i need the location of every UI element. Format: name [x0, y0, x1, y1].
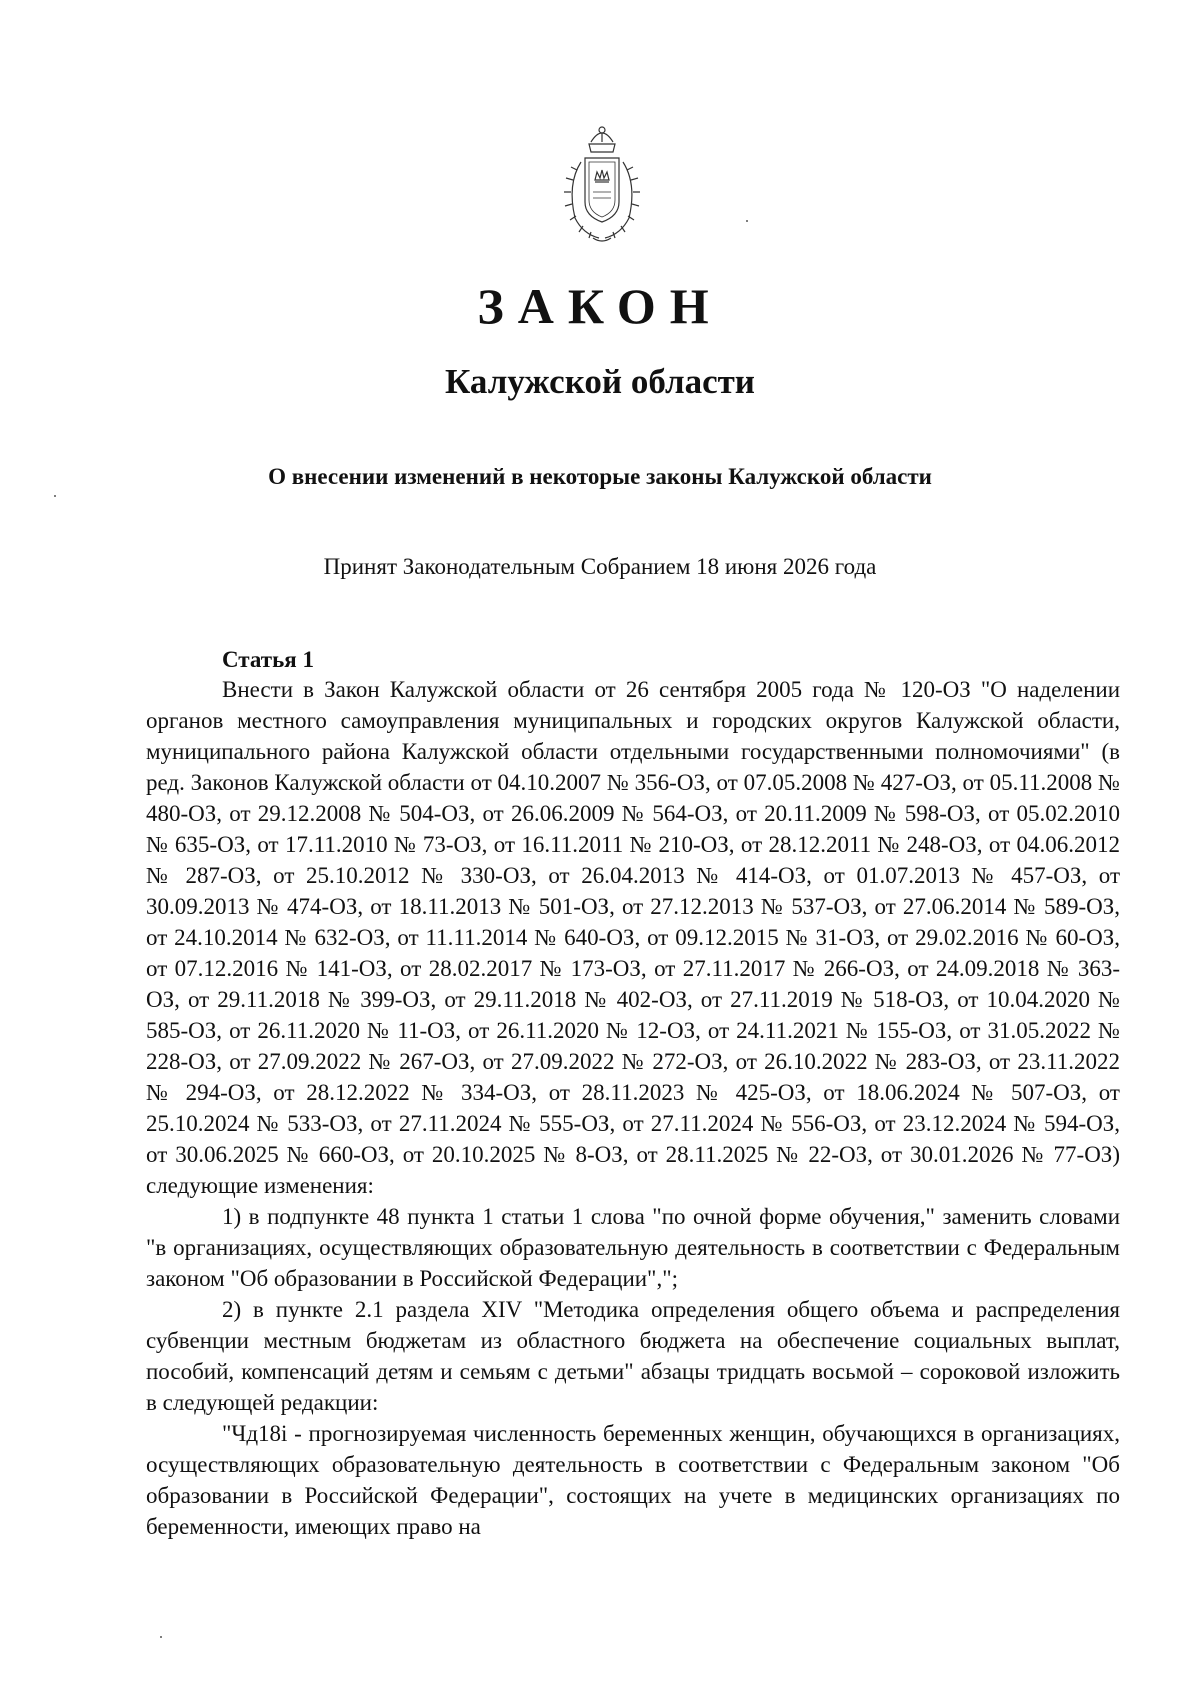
scan-artifact — [160, 1636, 162, 1638]
article-heading: Статья 1 — [222, 647, 314, 672]
region-subtitle: Калужской области — [445, 362, 755, 401]
adoption-line: Принят Законодательным Собранием 18 июня 2026 года — [323, 554, 877, 579]
article-body — [146, 674, 1120, 1542]
coat-of-arms-emblem — [553, 122, 651, 248]
scan-artifact — [746, 220, 748, 222]
law-title: ЗАКОН — [477, 278, 723, 334]
scan-artifact — [54, 495, 56, 497]
paragraph: 2) в пункте 2.1 раздела XIV "Методика определения общего объема и распределения субвенции местным бюджетам из областного бюджета на обеспечение социальных выплат, пособий, компенсаций детям и семьям с детьми" абзацы тридцать восьмой – сороковой изложить в следующей редакции: — [146, 1297, 1120, 1415]
paragraph: 1) в подпункте 48 пункта 1 статьи 1 слова "по очной форме обучения," заменить словами "в организациях, осуществляющих образовательную деятельность в соответствии с Федеральным законом "Об образовании в Российской Федерации","; — [146, 1204, 1120, 1291]
paragraph: Внести в Закон Калужской области от 26 сентября 2005 года № 120-ОЗ "О наделении органов местного самоуправления муниципальных и городских округов Калужской области, муниципального района Калужской области отдельными государственными полномочиями" (в ред. Законов Калужской области от 04.10.2007 № 356-ОЗ, от 07.05.2008 № 427-ОЗ, от 05.11.2008 № 480-ОЗ, от 29.12.2008 № 504-ОЗ, от 26.06.2009 № 564-ОЗ, от 20.11.2009 № 598-ОЗ, от 05.02.2010 № 635-ОЗ, от 17.11.2010 № 73-ОЗ, от 16.11.2011 № 210-ОЗ, от 28.12.2011 № 248-ОЗ, от 04.06.2012 № 287-ОЗ, от 25.10.2012 № 330-ОЗ, от 26.04.2013 № 414-ОЗ, от 01.07.2013 № 457-ОЗ, от 30.09.2013 № 474-ОЗ, от 18.11.2013 № 501-ОЗ, от 27.12.2013 № 537-ОЗ, от 27.06.2014 № 589-ОЗ, от 24.10.2014 № 632-ОЗ, от 11.11.2014 № 640-ОЗ, от 09.12.2015 № 31-ОЗ, от 29.02.2016 № 60-ОЗ, от 07.12.2016 № 141-ОЗ, от 28.02.2017 № 173-ОЗ, от 27.11.2017 № 266-ОЗ, от 24.09.2018 № 363-ОЗ, от 29.11.2018 № 399-ОЗ, от 29.11.2018 № 402-ОЗ, от 27.11.2019 № 518-ОЗ, от 10.04.2020 № 585-ОЗ, от 26.11.2020 № 11-ОЗ, от 26.11.2020 № 12-ОЗ, от 24.11.2021 № 155-ОЗ, от 31.05.2022 № 228-ОЗ, от 27.09.2022 № 267-ОЗ, от 27.09.2022 № 272-ОЗ, от 26.10.2022 № 283-ОЗ, от 23.11.2022 № 294-ОЗ, от 28.12.2022 № 334-ОЗ, от 28.11.2023 № 425-ОЗ, от 18.06.2024 № 507-ОЗ, от 25.10.2024 № 533-ОЗ, от 27.11.2024 № 555-ОЗ, от 27.11.2024 № 556-ОЗ, от 23.12.2024 № 594-ОЗ, от 30.06.2025 № 660-ОЗ, от 20.10.2025 № 8-ОЗ, от 28.11.2025 № 22-ОЗ, от 30.01.2026 № 77-ОЗ) следующие изменения: — [146, 677, 1120, 1198]
paragraph: "Чд18i - прогнозируемая численность беременных женщин, обучающихся в организациях, осуществляющих образовательную деятельность в соответствии с Федеральным законом "Об образовании в Российской Федерации", состоящих на учете в медицинских организациях по беременности, имеющих право на — [146, 1421, 1120, 1539]
law-name: О внесении изменений в некоторые законы Калужской области — [268, 464, 932, 489]
